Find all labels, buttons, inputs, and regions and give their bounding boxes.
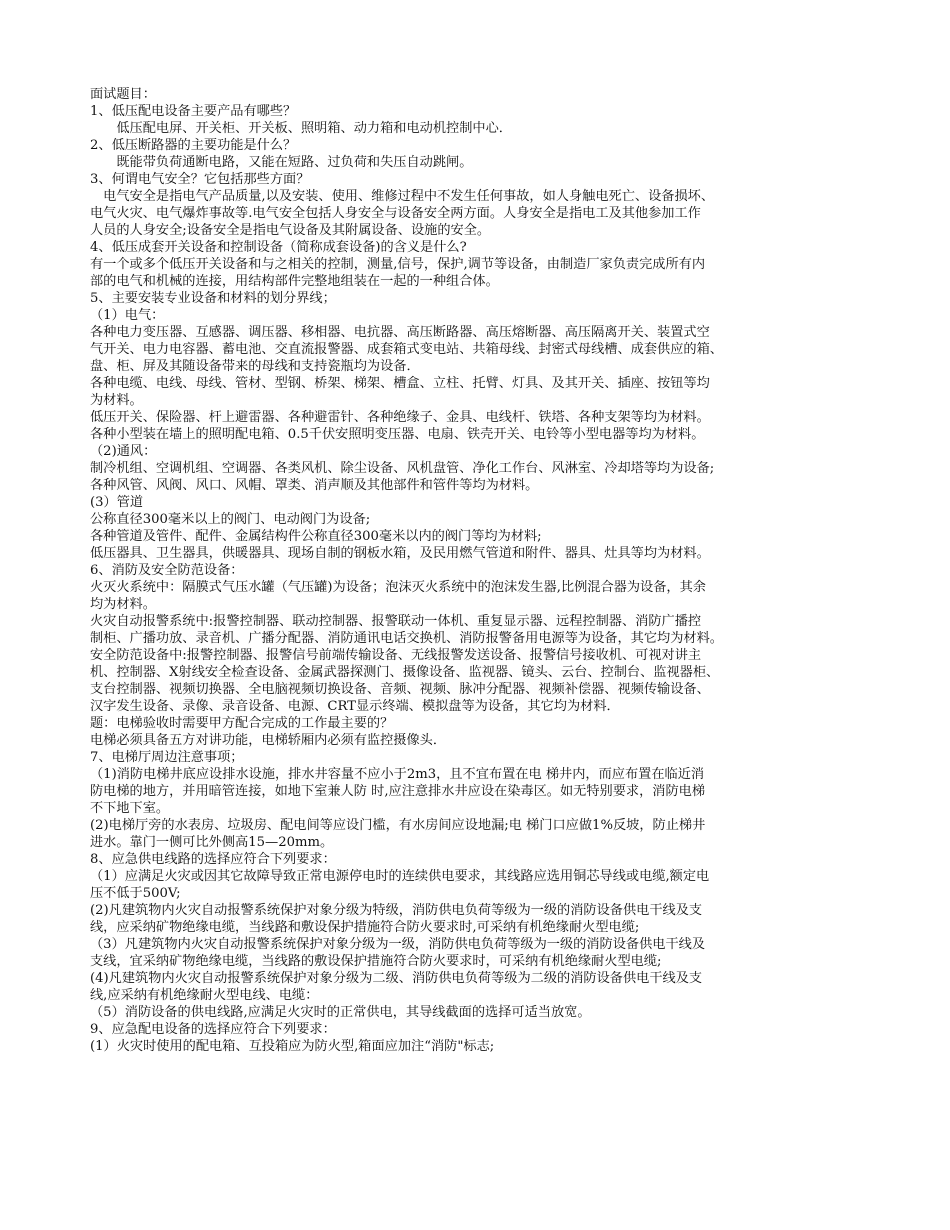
text-line: 3、何谓电气安全？它包括那些方面？ (90, 172, 310, 187)
text-line: 支台控制器、视频切换器、全电脑视频切换设备、音频、视频、脉冲分配器、视频补偿器、视频传输设备、 (90, 682, 710, 697)
text-line: （3）凡建筑物内火灾自动报警系统保护对象分级为一级，消防供电负荷等级为一级的消防设备供电干线及 (90, 937, 706, 952)
text-line: 各种电力变压器、互感器、调压器、移相器、电抗器、高压断路器、高压熔断器、高压隔离开关、装置式空 (90, 325, 710, 340)
text-line: （1）应满足火灾或因其它故障导致正常电源停电时的连续供电要求，其线路应选用铜芯导线或电缆,额定电 (90, 869, 710, 884)
text-line: 气开关、电力电容器、蓄电池、交直流报警器、成套箱式变电站、共箱母线、封密式母线槽、成套供应的箱、 (90, 342, 723, 357)
text-line: (4)凡建筑物内火灾自动报警系统保护对象分级为二级、消防供电负荷等级为二级的消防设备供电干线及支 (90, 971, 703, 986)
text-line: 既能带负荷通断电路，又能在短路、过负荷和失压自动跳闸。 (90, 155, 473, 170)
text-line: (2)凡建筑物内火灾自动报警系统保护对象分级为特级，消防供电负荷等级为一级的消防设备供电干线及支 (90, 903, 703, 918)
text-line: 2、低压断路器的主要功能是什么？ (90, 138, 297, 153)
text-line: 压不低于500V; (90, 886, 181, 901)
text-line: 进水。靠门一侧可比外侧高15—20mm。 (90, 835, 334, 850)
text-line: 火灭火系统中：隔膜式气压水罐（气压罐)为设备；泡沫灭火系统中的泡沫发生器,比例混合器为设备，其余 (90, 580, 706, 595)
text-line: (3）管道 (90, 495, 144, 510)
text-line: 均为材料。 (90, 597, 156, 612)
text-line: 电气安全是指电气产品质量,以及安装、使用、维修过程中不发生任何事故，如人身触电死亡、设备损坏、 (90, 189, 715, 204)
text-line: 低压器具、卫生器具，供暖器具、现场自制的钢板水箱，及民用燃气管道和附件、器具、灶具等均为材料。 (90, 546, 710, 561)
text-line: 火灾自动报警系统中:报警控制器、联动控制器、报警联动一体机、重复显示器、远程控制器、消防广播控 (90, 614, 702, 629)
text-line: 5、主要安装专业设备和材料的划分界线； (90, 291, 336, 306)
text-line: 有一个或多个低压开关设备和与之相关的控制，测量,信号，保护,调节等设备，由制造厂家负责完成所有内 (90, 257, 706, 272)
text-line: 面试题目： (90, 87, 156, 102)
text-line: 制柜、广播功放、录音机、广播分配器、消防通讯电话交换机、消防报警备用电源等为设备，其它均为材料。 (90, 631, 723, 646)
text-line: 各种管道及管件、配件、金属结构件公称直径300毫米以内的阀门等均为材料; (90, 529, 542, 544)
text-line: 7、电梯厅周边注意事项； (90, 750, 244, 765)
text-line: 为材料。 (90, 393, 143, 408)
text-line: 8、应急供电线路的选择应符合下列要求： (90, 852, 336, 867)
text-line: （2)通风： (90, 444, 157, 459)
text-line: 部的电气和机械的连接，用结构部件完整地组装在一起的一种组合体。 (90, 274, 499, 289)
text-line: 电气火灾、电气爆炸事故等.电气安全包括人身安全与设备安全两方面。人身安全是指电工及其他参加工作 (90, 206, 701, 221)
text-line: 线,应采纳有机绝缘耐火型电线、电缆： (90, 988, 319, 1003)
text-line: 各种风管、风阀、风口、风帽、罩类、消声顺及其他部件和管件等均为材料。 (90, 478, 539, 493)
text-line: （1）电气： (90, 308, 165, 323)
text-line: 机、控制器、X射线安全检查设备、金属武器探测门、摄像设备、监视器、镜头、云台、控制台、监视器柜、 (90, 665, 720, 680)
text-line: 电梯必须具备五方对讲功能，电梯轿厢内必须有监控摄像头． (90, 733, 447, 748)
text-line: （1)消防电梯井底应设排水设施，排水井容量不应小于2m3，且不宜布置在电 梯井内，而应布置在临近消 (90, 767, 705, 782)
text-line: 盘、柜、屏及其随设备带来的母线和支持瓷瓶均为设备． (90, 359, 420, 374)
text-line: 人员的人身安全;设备安全是指电气设备及其附属设备、设施的安全。 (90, 223, 491, 238)
text-line: 低压开关、保险器、杆上避雷器、各种避雷针、各种绝缘子、金具、电线杆、铁塔、各种支架等均为材料。 (90, 410, 710, 425)
text-line: 制冷机组、空调机组、空调器、各类风机、除尘设备、风机盘管、净化工作台、风淋室、冷却塔等均为设备; (90, 461, 715, 476)
text-line: 题：电梯验收时需要甲方配合完成的工作最主要的？ (90, 716, 394, 731)
text-line: 公称直径300毫米以上的阀门、电动阀门为设备; (90, 512, 371, 527)
text-line: 汉字发生设备、录像、录音设备、电源、CRT显示终端、模拟盘等为设备，其它均为材料． (90, 699, 620, 714)
text-line: 9、应急配电设备的选择应符合下列要求： (90, 1022, 336, 1037)
text-line: 1、低压配电设备主要产品有哪些？ (90, 104, 297, 119)
text-line: 防电梯的地方，并用暗管连接，如地下室兼人防 时,应注意排水井应设在染毒区。如无特别要求，消防电梯 (90, 784, 706, 799)
text-line: 线，应采纳矿物绝缘电缆，当线路和敷设保护措施符合防火要求时,可采纳有机绝缘耐火型电缆; (90, 920, 640, 935)
document-body (90, 86, 870, 1055)
text-line: 支线，宜采纳矿物绝缘电缆，当线路的敷设保护措施符合防火要求时，可采纳有机绝缘耐火型电缆; (90, 954, 662, 969)
text-line: 各种小型装在墙上的照明配电箱、0.5千伏安照明变压器、电扇、铁壳开关、电铃等小型电器等均为材料。 (90, 427, 705, 442)
text-line: (2)电梯厅旁的水表房、垃圾房、配电间等应设门槛，有水房间应设地漏;电 梯门口应做1%反坡，防止梯井 (90, 818, 706, 833)
text-line: 低压配电屏、开关柜、开关板、照明箱、动力箱和电动机控制中心． (90, 121, 512, 136)
text-line: 6、消防及安全防范设备： (90, 563, 244, 578)
text-line: （5）消防设备的供电线路,应满足火灾时的正常供电，其导线截面的选择可适当放宽。 (90, 1005, 591, 1020)
text-line: 不下地下室。 (90, 801, 170, 816)
text-line: 安全防范设备中:报警控制器、报警信号前端传输设备、无线报警发送设备、报警信号接收机、可视对讲主 (90, 648, 702, 663)
text-line: 4、低压成套开关设备和控制设备（简称成套设备)的含义是什么? (90, 240, 467, 255)
text-line: 各种电缆、电线、母线、管材、型钢、桥架、梯架、槽盒、立柱、托臂、灯具、及其开关、插座、按钮等均 (90, 376, 710, 391)
text-line: (1）火灾时使用的配电箱、互投箱应为防火型,箱面应加注“消防"标志; (90, 1039, 495, 1054)
